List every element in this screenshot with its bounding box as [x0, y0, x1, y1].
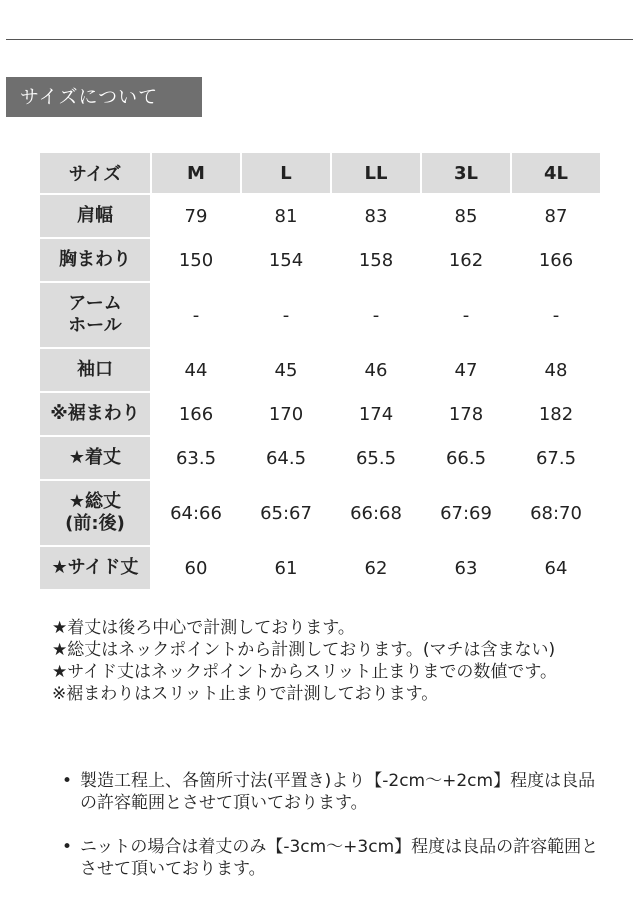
cell: 67.5: [512, 437, 600, 479]
size-table-header: [40, 153, 600, 193]
cell: 65:67: [242, 481, 330, 545]
cell: 79: [152, 195, 240, 237]
cell: 44: [152, 349, 240, 391]
header-size-m: M: [152, 153, 240, 193]
section-title: サイズについて: [6, 77, 202, 117]
row-label: アーム ホール: [40, 283, 150, 347]
cell: 150: [152, 239, 240, 281]
bullet-icon: •: [62, 771, 73, 791]
table-row: [40, 195, 600, 237]
cell: 158: [332, 239, 420, 281]
cell: 166: [152, 393, 240, 435]
size-table: [38, 151, 602, 591]
row-label: ★サイド丈: [40, 547, 150, 589]
cell: 178: [422, 393, 510, 435]
cell: 87: [512, 195, 600, 237]
table-row: [40, 283, 600, 347]
cell: 85: [422, 195, 510, 237]
list-item: [60, 770, 600, 814]
cell: 170: [242, 393, 330, 435]
header-size-4l: 4L: [512, 153, 600, 193]
cell: 62: [332, 547, 420, 589]
header-label: サイズ: [40, 153, 150, 193]
cell: 68:70: [512, 481, 600, 545]
cell: 61: [242, 547, 330, 589]
cell: 66:68: [332, 481, 420, 545]
note-line: ※裾まわりはスリット止まりで計測しております。: [52, 684, 439, 704]
table-row: [40, 481, 600, 545]
list-item-text: 製造工程上、各箇所寸法(平置き)より【-2cm～+2cm】程度は良品の許容範囲とさせて頂いております。: [80, 771, 596, 813]
row-label: 袖口: [40, 349, 150, 391]
cell: 66.5: [422, 437, 510, 479]
cell: 64.5: [242, 437, 330, 479]
bullet-icon: •: [62, 837, 73, 857]
header-size-l: L: [242, 153, 330, 193]
table-row: [40, 349, 600, 391]
cell: 48: [512, 349, 600, 391]
table-row: [40, 437, 600, 479]
cell: 81: [242, 195, 330, 237]
cell: -: [332, 283, 420, 347]
cell: -: [422, 283, 510, 347]
list-item-text: ニットの場合は着丈のみ【-3cm～+3cm】程度は良品の許容範囲とさせて頂いております。: [80, 837, 599, 879]
header-size-3l: 3L: [422, 153, 510, 193]
note-line: ★総丈はネックポイントから計測しております。(マチは含まない): [52, 640, 556, 660]
row-label: ※裾まわり: [40, 393, 150, 435]
cell: 47: [422, 349, 510, 391]
table-row: [40, 547, 600, 589]
cell: 174: [332, 393, 420, 435]
cell: 65.5: [332, 437, 420, 479]
cell: 64:66: [152, 481, 240, 545]
cell: 154: [242, 239, 330, 281]
cell: -: [512, 283, 600, 347]
note-line: ★着丈は後ろ中心で計測しております。: [52, 618, 355, 638]
cell: -: [242, 283, 330, 347]
cell: 64: [512, 547, 600, 589]
cell: 46: [332, 349, 420, 391]
cell: 83: [332, 195, 420, 237]
table-row: [40, 393, 600, 435]
cell: 45: [242, 349, 330, 391]
header-size-ll: LL: [332, 153, 420, 193]
row-label: ★総丈 (前:後): [40, 481, 150, 545]
note-line: ★サイド丈はネックポイントからスリット止まりまでの数値です。: [52, 662, 558, 682]
tolerance-list: [60, 770, 600, 902]
list-item: [60, 836, 600, 880]
cell: 182: [512, 393, 600, 435]
row-label: ★着丈: [40, 437, 150, 479]
row-label: 胸まわり: [40, 239, 150, 281]
table-row: [40, 239, 600, 281]
top-divider: [6, 39, 633, 40]
cell: 63.5: [152, 437, 240, 479]
cell: 63: [422, 547, 510, 589]
cell: 67:69: [422, 481, 510, 545]
row-label: 肩幅: [40, 195, 150, 237]
cell: -: [152, 283, 240, 347]
cell: 60: [152, 547, 240, 589]
notes-block: [52, 617, 612, 705]
cell: 162: [422, 239, 510, 281]
cell: 166: [512, 239, 600, 281]
